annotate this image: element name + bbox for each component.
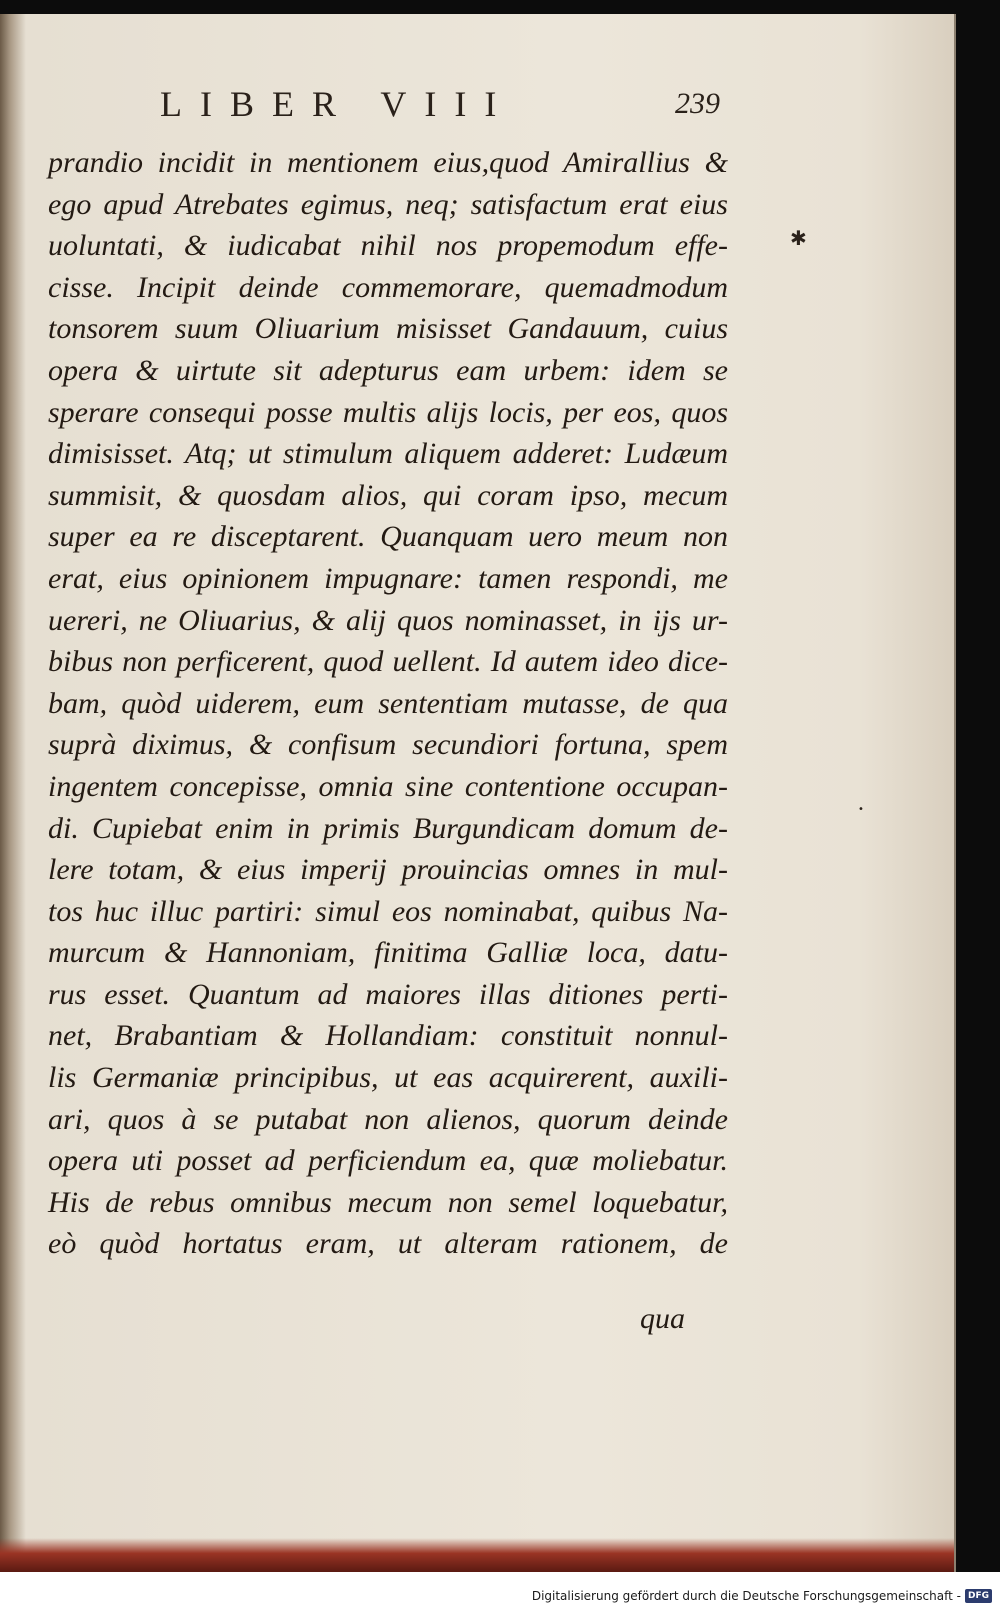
body-text [48,142,728,1265]
text-line: net, Brabantiam & Hollandiam: constituit nonnul- [48,1019,728,1053]
text-line: tos huc illuc partiri: simul eos nominabat, quibus Na- [48,894,728,928]
running-head-title: LIBER VIII [160,84,515,124]
text-line: bam, quòd uiderem, eum sententiam mutasse, de qua [48,686,728,720]
text-line: eò quòd hortatus eram, ut alteram rationem, de [48,1227,728,1261]
text-line: di. Cupiebat enim in primis Burgundicam domum de- [48,811,728,845]
digitization-footer [0,1572,1000,1619]
text-line: uoluntati, & iudicabat nihil nos propemodum effe- [48,229,728,263]
text-line: dimisisset. Atq; ut stimulum aliquem adderet: Ludæum [48,437,728,471]
text-line: prandio incidit in mentionem eius,quod Amirallius & [48,146,728,179]
text-line: suprà diximus, & confisum secundiori fortuna, spem [48,728,728,762]
text-line: His de rebus omnibus mecum non semel loquebatur, [48,1185,728,1219]
text-line: lis Germaniæ principibus, ut eas acquirerent, auxili- [48,1061,728,1095]
footer-credit: Digitalisierung gefördert durch die Deutsche Forschungsgemeinschaft - [531,1588,961,1603]
text-line: bibus non perficerent, quod uellent. Id autem ideo dice- [48,645,728,679]
text-line: lere totam, & eius imperij prouincias omnes in mul- [48,853,728,887]
text-line: sperare consequi posse multis alijs locis, per eos, quos [48,395,728,429]
dfg-logo-icon: DFG [965,1589,992,1603]
text-line: cisse. Incipit deinde commemorare, quemadmodum [48,270,728,304]
text-line: murcum & Hannoniam, finitima Galliæ loca, datu- [48,936,728,970]
asterisk-mark-icon: ✱ [790,226,807,250]
running-head [160,84,720,124]
text-line: summisit, & quosdam alios, qui coram ipso, mecum [48,478,728,512]
text-line: opera uti posset ad perficiendum ea, quæ moliebatur. [48,1144,728,1178]
text-line: erat, eius opinionem impugnare: tamen respondi, me [48,561,728,595]
text-line: tonsorem suum Oliuarium misisset Gandauum, cuius [48,312,728,346]
text-line: ego apud Atrebates egimus, neq; satisfactum erat eius [48,187,728,221]
text-line: opera & uirtute sit adepturus eam urbem: idem se [48,353,728,387]
text-line: ari, quos à se putabat non alienos, quorum deinde [48,1102,728,1136]
text-line: rus esset. Quantum ad maiores illas ditiones perti- [48,977,728,1011]
book-page [0,14,956,1572]
page-number: 239 [675,87,720,120]
catchword: qua [640,1302,685,1335]
text-line: uereri, ne Oliuarius, & alij quos nominasset, in ijs ur- [48,603,728,637]
text-line: super ea re disceptarent. Quanquam uero meum non [48,520,728,554]
speck-mark-icon: • [858,804,864,815]
text-line: ingentem concepisse, omnia sine contentione occupan- [48,769,728,803]
